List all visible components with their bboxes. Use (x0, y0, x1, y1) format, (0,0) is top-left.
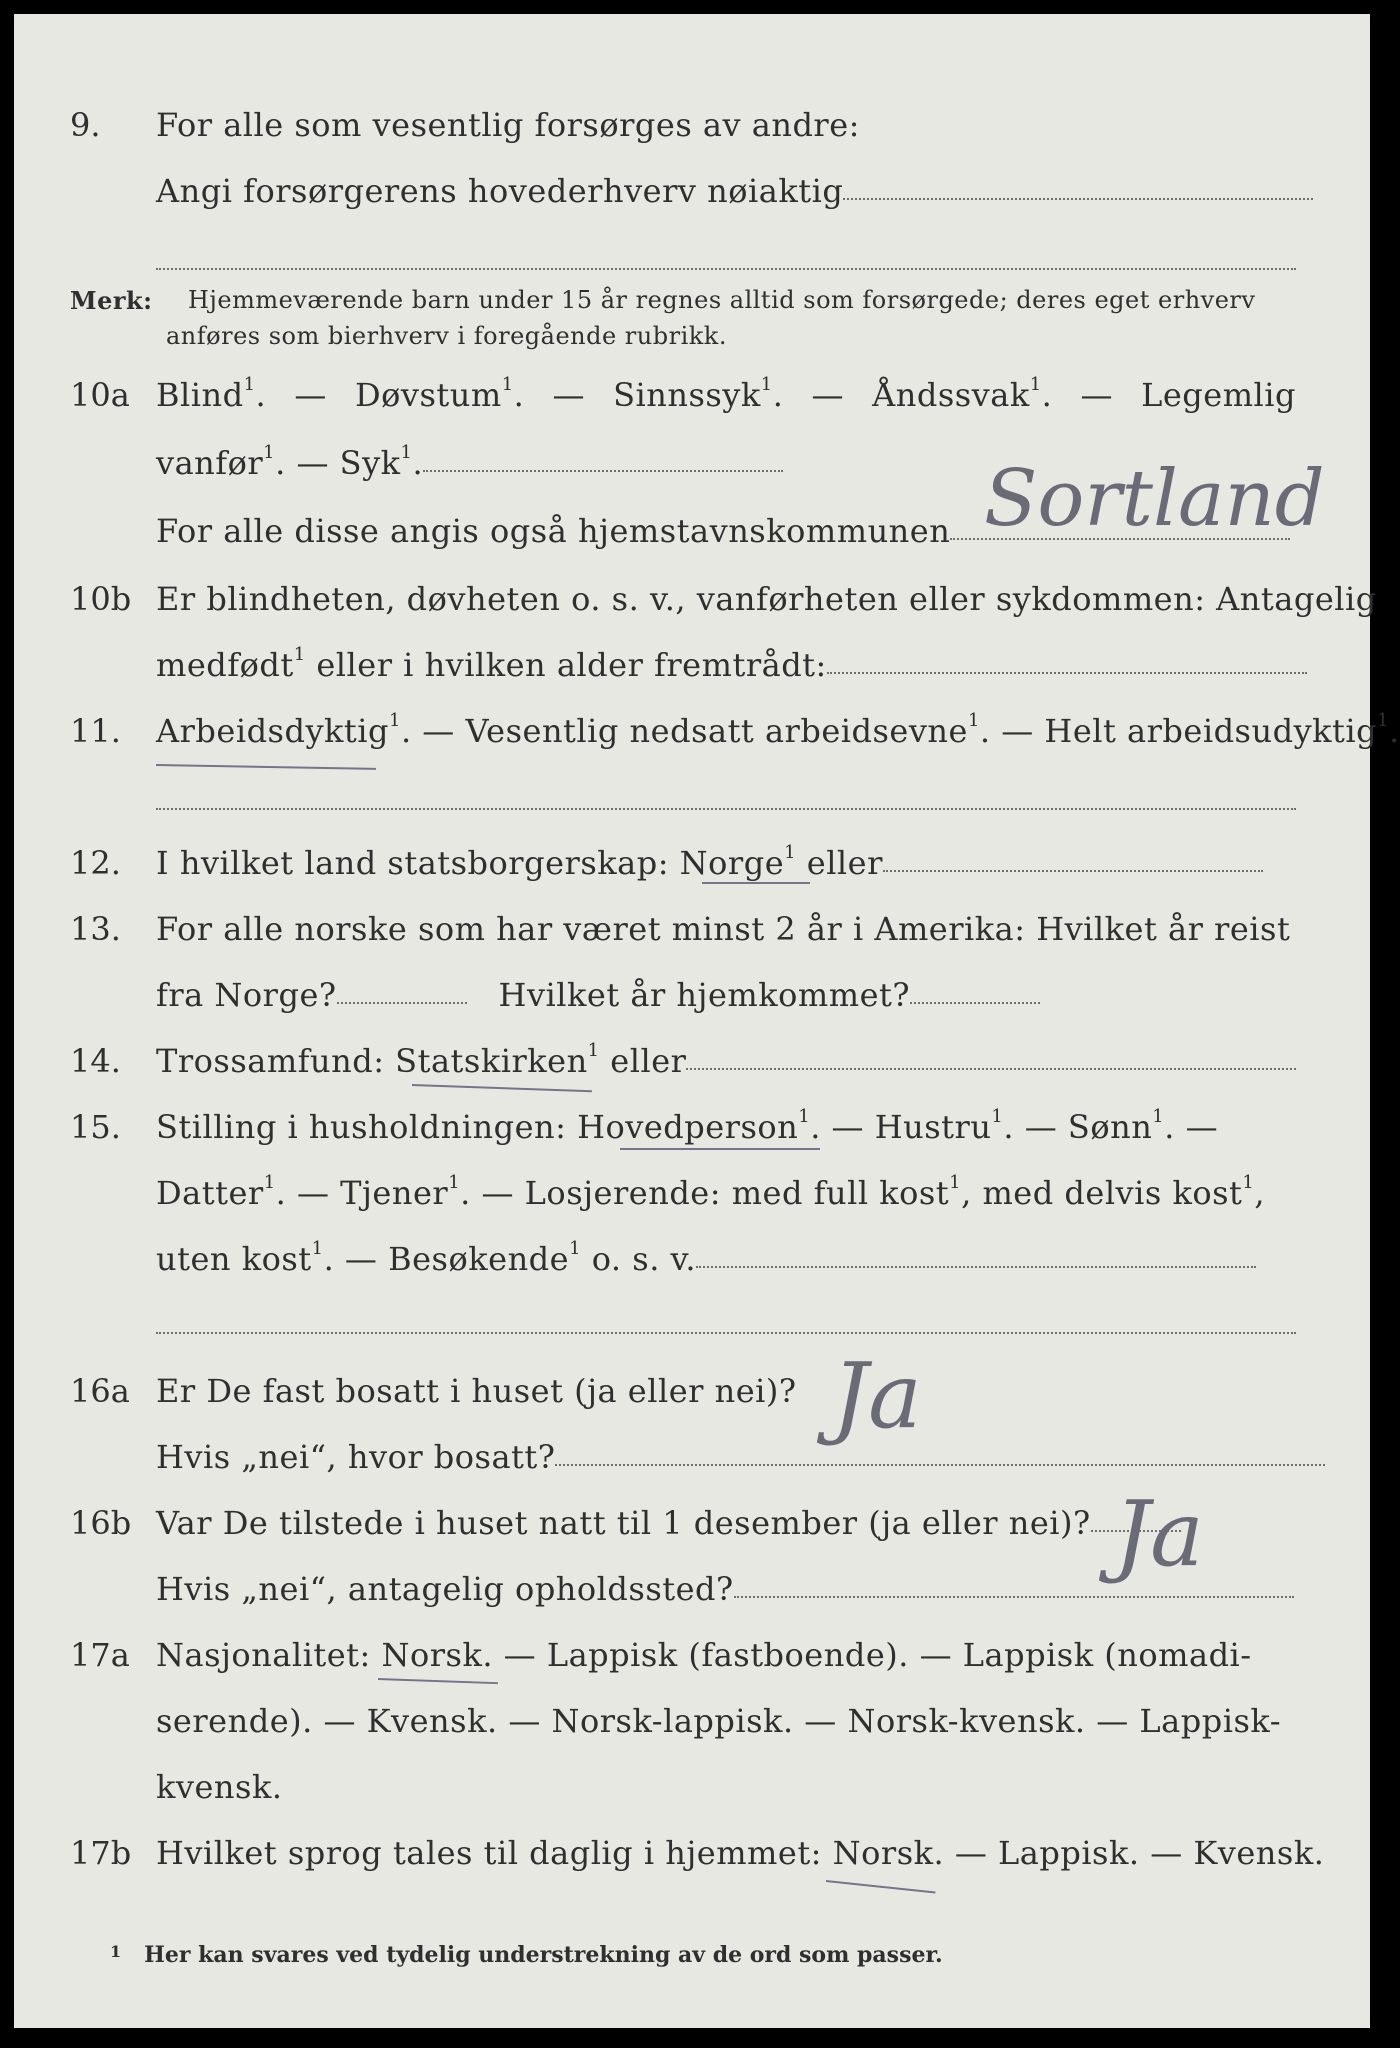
q10b-line1: Er blindheten, døvheten o. s. v., vanførheten eller sykdommen: Antagelig (156, 580, 1377, 618)
q10a-line2: vanfør$^1$. — Syk$^1$. (156, 444, 783, 482)
q17a-line3: kvensk. (156, 1768, 283, 1806)
q11-underline-mark (156, 764, 376, 770)
q17a-line2: serende). — Kvensk. — Norsk-lappisk. — Norsk-kvensk. — Lappisk- (156, 1702, 1282, 1740)
q16a-line1: Er De fast bosatt i huset (ja eller nei)? (156, 1372, 797, 1410)
q17b-underline-mark (826, 1880, 936, 1893)
q11-number: 11. (70, 712, 121, 750)
footnote: $^1$ Her kan svares ved tydelig understrekning av de ord som passer. (110, 1942, 943, 1968)
q16b-number: 16b (70, 1504, 132, 1542)
q15-line3: uten kost$^1$. — Besøkende$^1$ o. s. v. (156, 1240, 1256, 1278)
merk-label: Merk: (70, 286, 153, 315)
q10a-line1: Blind$^1$. — Døvstum$^1$. — Sinnssyk$^1$. — Åndssvak$^1$. — Legemlig (156, 374, 1296, 414)
q15-line2: Datter$^1$. — Tjener$^1$. — Losjerende: med full kost$^1$, med delvis kost$^1$, (156, 1172, 1266, 1212)
q16b-line2: Hvis „nei“, antagelig opholdssted? (156, 1570, 1294, 1608)
q15-underline-mark (620, 1148, 820, 1150)
q12-line: I hvilket land statsborgerskap: Norge$^1$ eller (156, 844, 1263, 882)
q10b-number: 10b (70, 580, 132, 618)
q15-blank (156, 1306, 1296, 1344)
q16b-line1: Var De tilstede i huset natt til 1 desember (ja eller nei)? (156, 1504, 1181, 1542)
q17b-line1: Hvilket sprog tales til daglig i hjemmet: Norsk. — Lappisk. — Kvensk. (156, 1834, 1325, 1872)
q12-number: 12. (70, 844, 121, 882)
q9-blank (156, 242, 1296, 280)
q17b-number: 17b (70, 1834, 132, 1872)
q13-line1: For alle norske som har været minst 2 år i Amerika: Hvilket år reist (156, 910, 1291, 948)
q13-line2: fra Norge? Hvilket år hjemkommet? (156, 976, 1040, 1014)
handwritten-answer-16a: Ja (832, 1344, 922, 1449)
q15-number: 15. (70, 1108, 121, 1146)
q17a-number: 17a (70, 1636, 130, 1674)
q14-underline-mark (412, 1084, 592, 1092)
handwritten-municipality: Sortland (984, 454, 1325, 544)
q13-number: 13. (70, 910, 121, 948)
q11-line1: Arbeidsdyktig$^1$. — Vesentlig nedsatt arbeidsevne$^1$. — Helt arbeidsudyktig$^1$. (156, 710, 1400, 750)
q10a-line3: For alle disse angis også hjemstavnskommunen (156, 512, 1290, 550)
q10a-number: 10a (70, 376, 130, 414)
merk-line2: anføres som bierhverv i foregående rubrikk. (166, 322, 727, 350)
handwritten-answer-16b: Ja (1114, 1482, 1204, 1587)
q14-line: Trossamfund: Statskirken$^1$ eller (156, 1042, 1296, 1080)
q9-number: 9. (70, 106, 101, 144)
q16a-line2: Hvis „nei“, hvor bosatt? (156, 1438, 1325, 1476)
census-form-page (14, 14, 1400, 2028)
q14-number: 14. (70, 1042, 121, 1080)
q11-blank (156, 782, 1296, 820)
q12-underline-mark (702, 882, 810, 884)
q16a-number: 16a (70, 1372, 130, 1410)
q17a-line1: Nasjonalitet: Norsk. — Lappisk (fastboende). — Lappisk (nomadi- (156, 1636, 1252, 1674)
merk-line1: Hjemmeværende barn under 15 år regnes alltid som forsørgede; deres eget erhverv (188, 286, 1256, 314)
q10b-line2: medfødt$^1$ eller i hvilken alder fremtrådt: (156, 646, 1307, 684)
q9-line1: For alle som vesentlig forsørges av andre: (156, 106, 860, 144)
q15-line1: Stilling i husholdningen: Hovedperson$^1$. — Hustru$^1$. — Sønn$^1$. — (156, 1106, 1219, 1146)
q17a-underline-mark (378, 1678, 498, 1684)
q9-line2: Angi forsørgerens hovederhverv nøiaktig (156, 172, 1313, 210)
